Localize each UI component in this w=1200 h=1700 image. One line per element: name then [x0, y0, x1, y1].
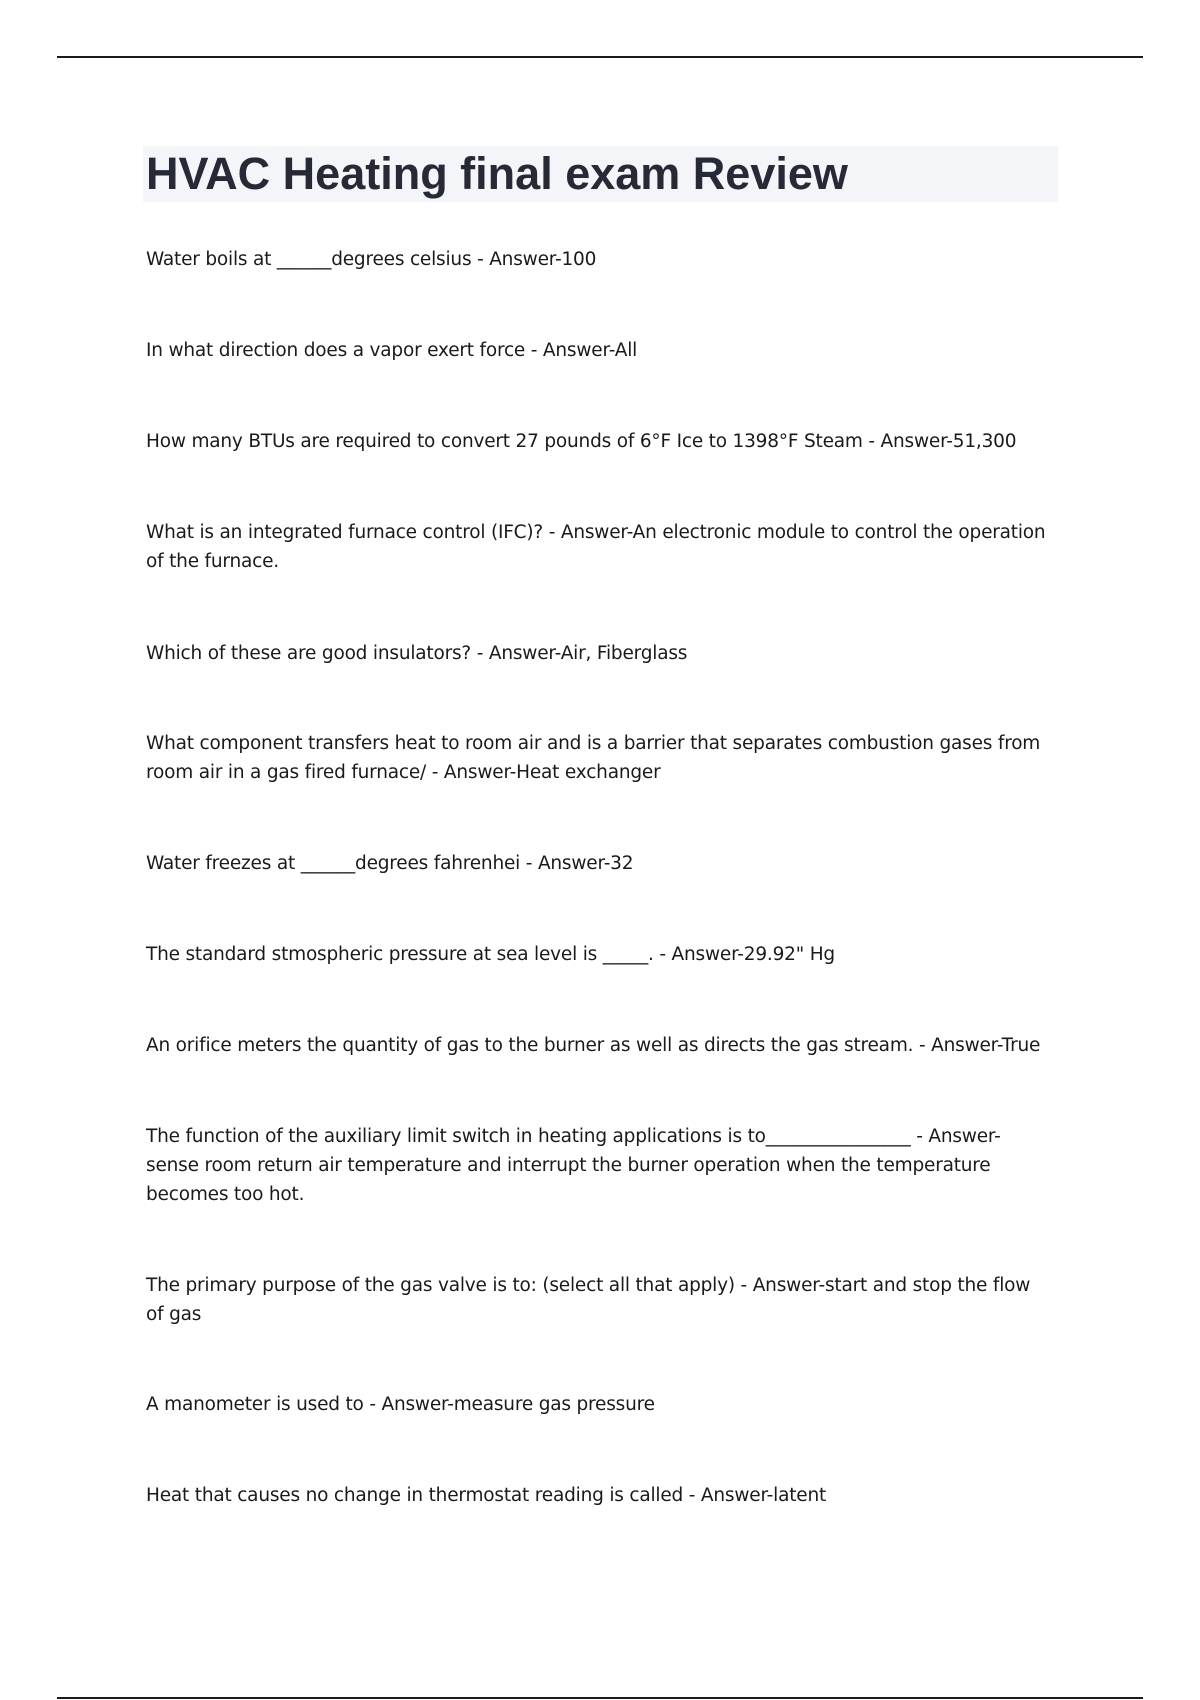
qa-item-4: What is an integrated furnace control (IFC)? - Answer-An electronic module to control the operation of the furnace. [146, 522, 1046, 572]
qa-item-10: The function of the auxiliary limit switch in heating applications is to________________ - Answer-sense room return air temperature and interrupt the burner operation when the temperature becomes too hot. [146, 1126, 1001, 1205]
qa-item-2: In what direction does a vapor exert force - Answer-All [146, 340, 638, 361]
qa-item-13: Heat that causes no change in thermostat reading is called - Answer-latent [146, 1485, 827, 1506]
page-title: HVAC Heating final exam Review [146, 148, 848, 199]
qa-item-9: An orifice meters the quantity of gas to the burner as well as directs the gas stream. - Answer-True [146, 1035, 1041, 1056]
qa-item-5: Which of these are good insulators? - Answer-Air, Fiberglass [146, 643, 688, 664]
qa-item-7: Water freezes at ______degrees fahrenhei - Answer-32 [146, 853, 634, 874]
qa-item-3: How many BTUs are required to convert 27 pounds of 6°F Ice to 1398°F Steam - Answer-51,300 [146, 431, 1017, 452]
qa-item-8: The standard stmospheric pressure at sea level is _____. - Answer-29.92" Hg [146, 944, 835, 965]
bottom-rule [57, 1697, 1143, 1699]
top-rule [57, 56, 1143, 58]
qa-item-12: A manometer is used to - Answer-measure gas pressure [146, 1394, 655, 1415]
qa-item-1: Water boils at ______degrees celsius - Answer-100 [146, 249, 597, 270]
qa-item-11: The primary purpose of the gas valve is to: (select all that apply) - Answer-start and stop the flow of gas [146, 1275, 1031, 1325]
qa-item-6: What component transfers heat to room air and is a barrier that separates combustion gases from room air in a gas fired furnace/ - Answer-Heat exchanger [146, 733, 1041, 783]
